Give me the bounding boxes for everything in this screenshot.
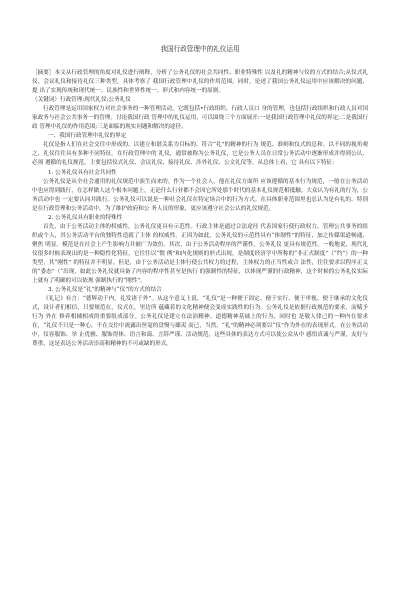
document-title: 我国行政管理中的礼仪运用 [160, 45, 240, 53]
keywords: （关键词）行政管理;现代礼仪;公务礼仪 [32, 97, 131, 104]
body-paragraph: 《礼记》有言：“德辉动于内，礼发诸于外”。从这个意义上说，“礼仪”是一种便于固定、便于实行、便于审视、便于继承的文化仪式，设计者们相信，只要规范在，仪式在，里边所 蕴藏着的文化精神便会变成实践性的行为。公务礼仪是依据行政规范的要求，而赋予行为 外在 修养相辅相成的重要组成部分。公务礼仪是建立在法治精神、道德精神基础上的行为，同时也 是敬人律己的一种内在要求在，“礼仪不只是一种心，不在交往中流露出丝毫的盘慢与鄙夷 而已，当然，“礼”的精神必须要以“仪”作为外在的表现形式。在公务活动中，仪容服饰、举 止优雅、服饰得体、语言和蔼、言辞严谨、活动规范，这些具体的表达方式可以使公众从中 感悟真诚与严谨，友好与尊重，这是表达公务活动崇高和精神的不可或缺的形式。 [32, 296, 368, 348]
subsection-heading: 2. 公务礼仪具有职业的特殊性 [48, 214, 123, 221]
subsection-heading: 1. 公务礼仪具有社会共同性 [48, 169, 117, 176]
abstract: ［摘要］本文从行政管理的角度对礼仪进行阐释，分析了公务礼仪的社会共同性、职业特殊性 以及礼的精神与仪的方式的结合;从仪式礼仪、会议礼仪和接待礼仪三种类型，具体考察了 我国行政管理中礼仪的作用范围，同时，论述了我国公务礼仪运用中应该解决的问题，提 出了实现传统和现代统一、民族性和世界性统一、形式和内容统一的原则。 [32, 70, 368, 95]
body-paragraph: 礼仪是指人们在社会交往中形成的、以建立和谐关系为目标的、符合“礼”的精神的行为 规范、准则和仪式的总和。以不同的视角观之，礼仪往往具有多种不同特征。在行政管理中的 礼仪，通常被称为公务礼仪，它是公务人员在日常公务活动中逐渐形成并得到公认、必须 遵循的礼仪规范。主要包括仪式礼仪、会议礼仪、接待礼仪、涉外礼仪、公文礼仪等。从总体上看，它 具有以下特征： [32, 142, 368, 167]
intro-paragraph: 行政管理是运用国家权力对社会事务的一种管理活动。它既包括•行政组织、行政人员口 身的管理，也包括行政组织和行政人员对国家政务与社会公共事务一的管理。讨论我国行政 管理中的礼仪运用，可以围绕三个方面展开:一是我国行政管理中礼仪的界定;二是我国行政 管理中礼仪的作用范围;三是面临的现实问题和解决的途径。 [32, 106, 368, 131]
body-paragraph: 首先，由于公务活动主体的权威性，公务礼仪更具有示范性。行政主体是通过合法途径 代表国家行使行政权力，管理公共事务的组织或个人，其公务活动平台的独特性造就了主体 的权威性。正因为如此，公务礼仪的示范性具有“体制性”的特征，加之传媒渠道畅通、聚焦 明显，模范是在社会上产生影响力并被广为效仿。其次，由于公务活动程序的严谨性，公务礼仪 更具有规范性。一般地说，现代礼仪很多时候表现出的是一种隐性化特征，它往往以“惯 例”和内化规则的形式出现，是制度经济学中所称的“非正式制度”（“约”）的一种类型，其“刚性” 的特征并不明显。但是，由于公务活动是主体行使公共权力的过程，主体权力的正当性或合 法性，往往要求以程序正义的“委态”（“出现，如此公务礼仪就具备了内容的程序性甚至是执行 的强制性的特征，以体现严谨的行政精神，这个时候的公务礼仪实际上就有了明确的可以依规 强制执行的“刚性”。 [32, 223, 368, 285]
body-paragraph: 公务礼仪是从全社会通用的礼仪规范中演生而来的。作为一个社会人，他在礼仪方面所 应该遵循的基本行为规范，一般在公务活动中也应得到践行，在怎样做人这个根本问题上，无论什么行业都不会因它所处那个时代的基本礼仪规范相抵触。大众认为有礼的行为，公务活动中也 一定要认同并践行。公务礼仪可以说是一种社会礼仪在特定场合中的行为方式。在具体职业范围里也总认为是有礼的。特别是在行政管理和公务活动中，为了维护政府和公 务人员的形象，更应该遵守社会公认的礼仪规范。 [32, 178, 368, 212]
subsection-heading: 3. 公务礼仪是“礼”的精神与“仪”的方式的结合 [48, 287, 162, 294]
section-heading: 一、我国行政管理中礼仪的界定 [48, 133, 127, 140]
